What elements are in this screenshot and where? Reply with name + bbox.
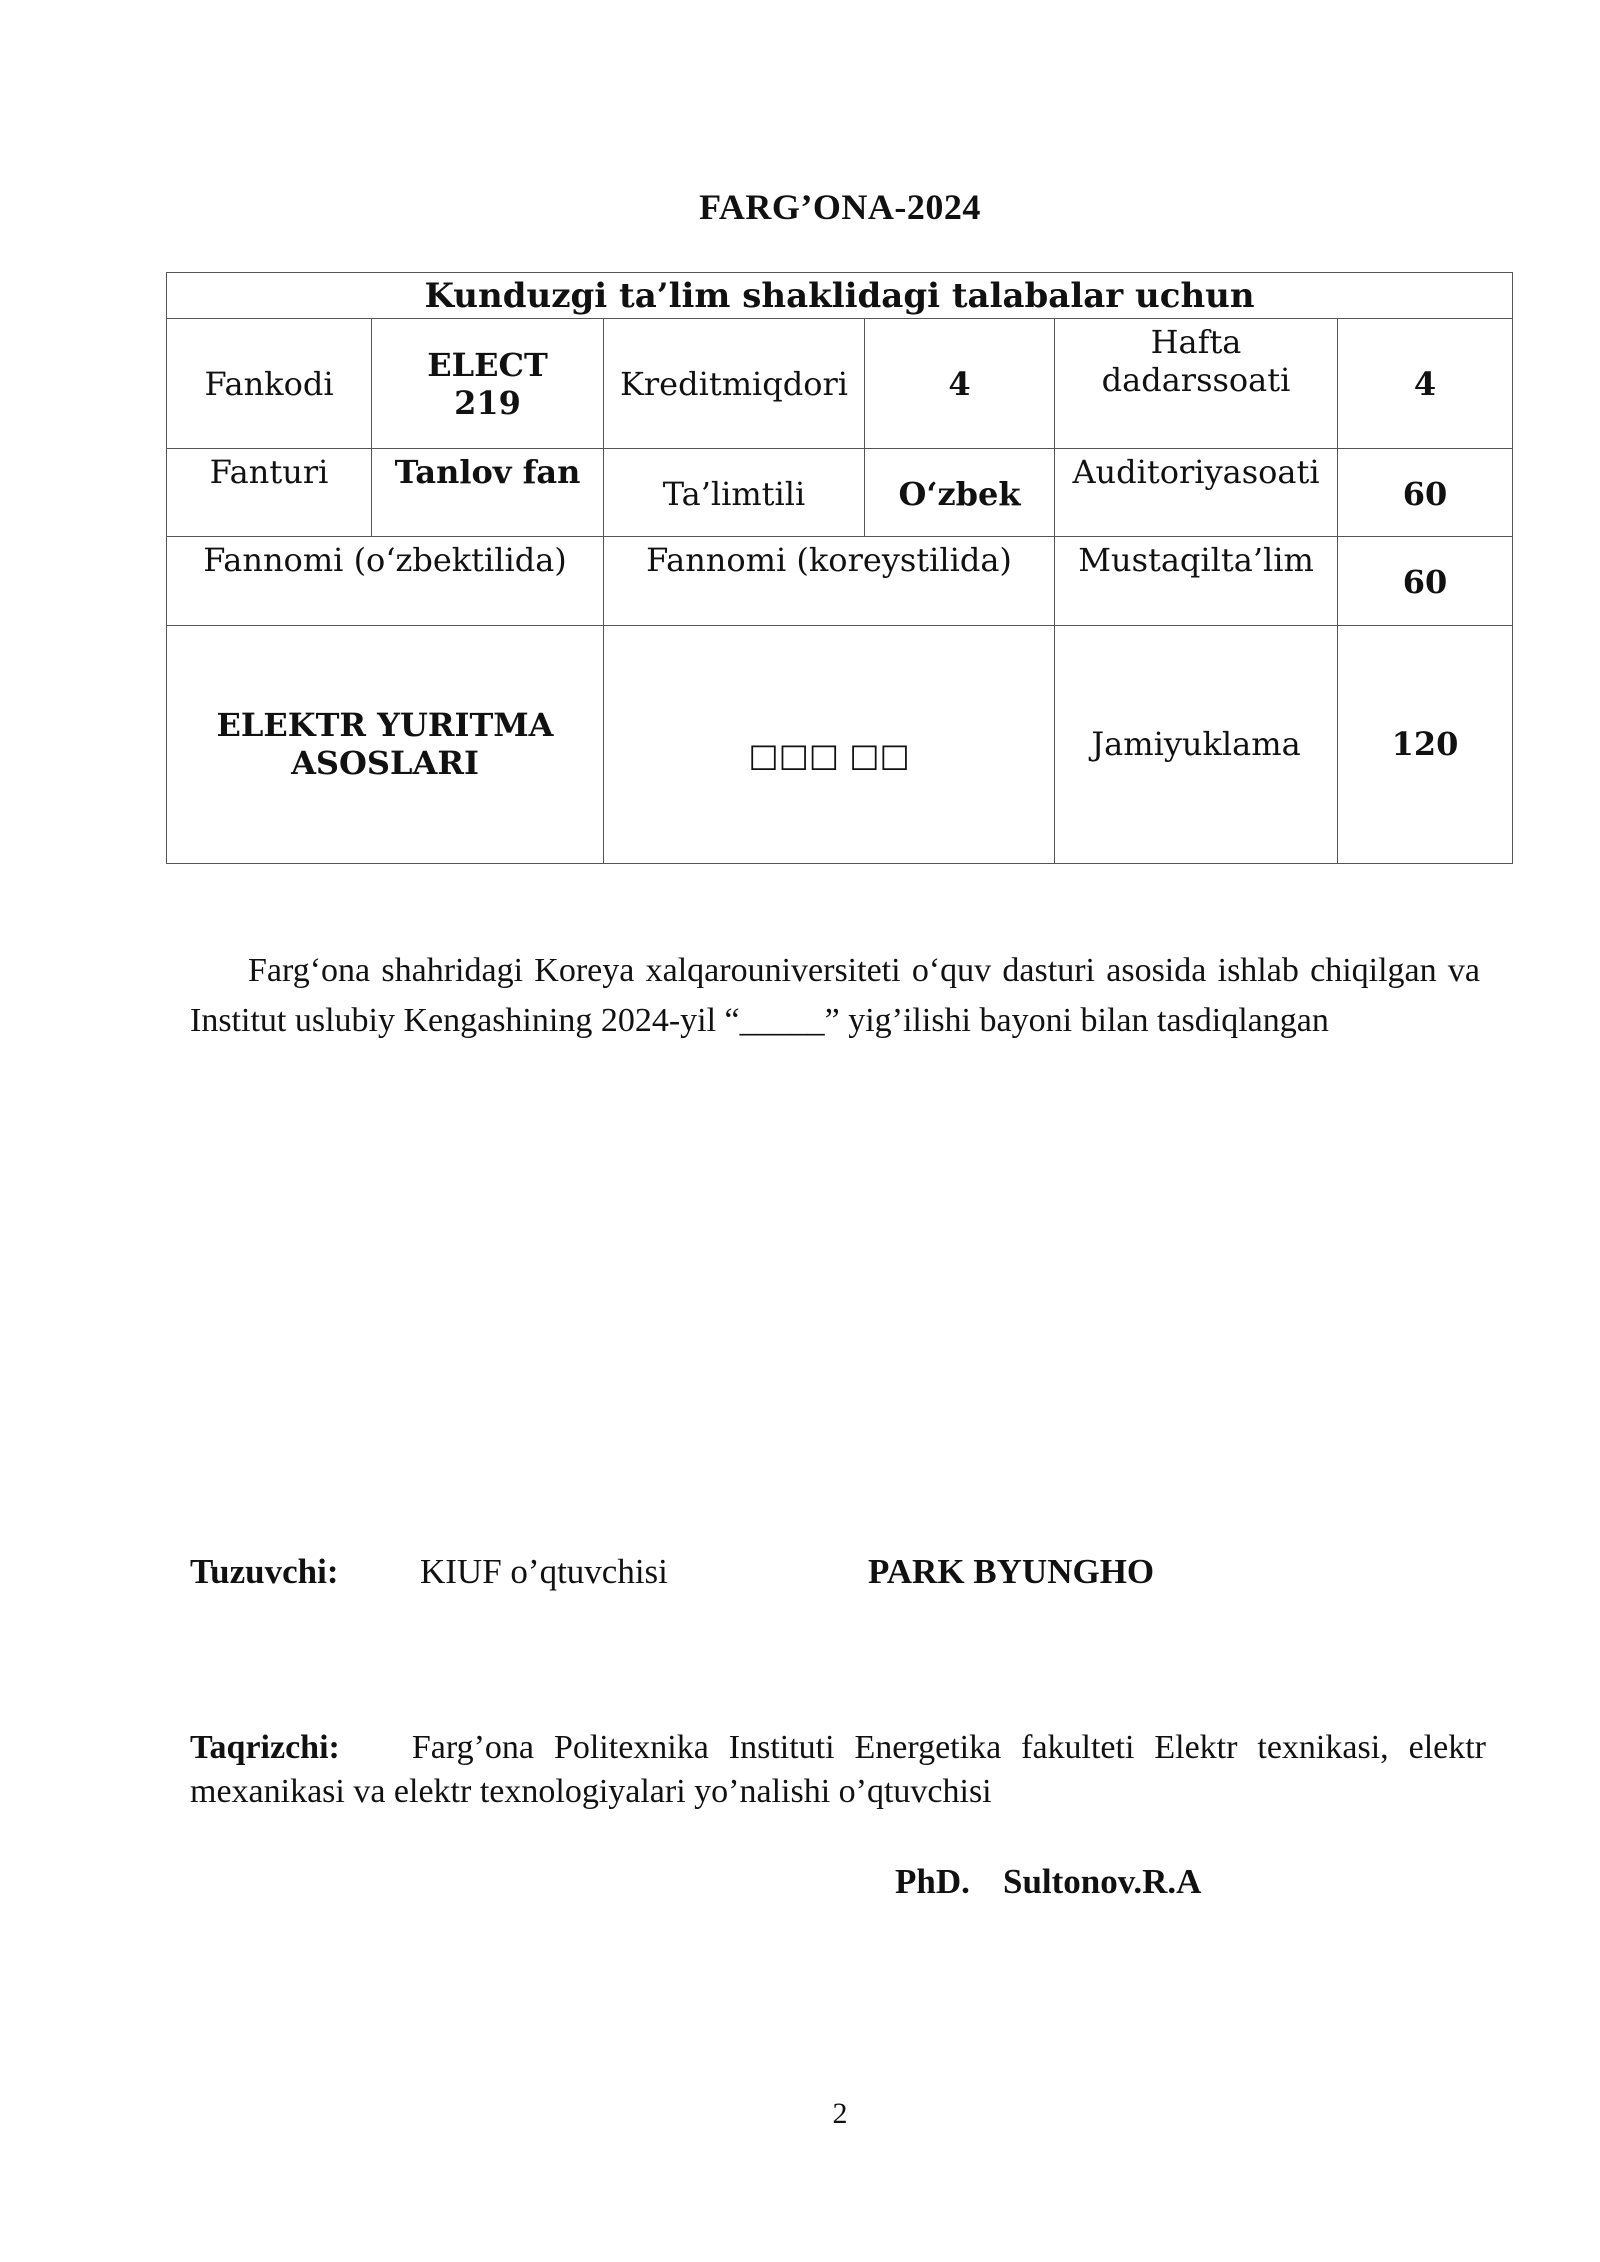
course-name-uz-line1: ELEKTR YURITMA bbox=[216, 706, 554, 745]
course-name-uz-value bbox=[167, 625, 604, 863]
page-title: FARG’ONA-2024 bbox=[699, 187, 981, 227]
compiler-position: KIUF o’qtuvchisi bbox=[420, 1552, 668, 1591]
language-value: O‘zbek bbox=[865, 449, 1055, 537]
reviewer-affiliation: Farg’ona Politexnika Instituti Energetika fakulteti Elektr texnikasi, elektr mexanikasi va elektr texnologiyalari yo’nalishi o’qtuvchisi bbox=[190, 1729, 1486, 1810]
course-name-uz-label: Fannomi (o‘zbektilida) bbox=[167, 537, 604, 625]
course-code-value bbox=[372, 319, 604, 449]
course-code-label: Fankodi bbox=[167, 319, 372, 449]
compiler-label: Tuzuvchi: bbox=[190, 1552, 339, 1591]
course-code-line2: 219 bbox=[454, 383, 521, 422]
weekly-hours-label-line1: Hafta bbox=[1150, 323, 1242, 362]
course-type-value: Tanlov fan bbox=[372, 449, 604, 537]
language-label: Ta’limtili bbox=[604, 449, 865, 537]
course-info-table bbox=[166, 272, 1513, 864]
course-name-kr-label: Fannomi (koreystilida) bbox=[604, 537, 1055, 625]
reviewer-label: Taqrizchi: bbox=[190, 1729, 340, 1766]
independent-study-label: Mustaqilta’lim bbox=[1055, 537, 1338, 625]
weekly-hours-value: 4 bbox=[1338, 319, 1513, 449]
auditorium-hours-label: Auditoriyasoati bbox=[1055, 449, 1338, 537]
credit-label: Kreditmiqdori bbox=[604, 319, 865, 449]
page-number: 2 bbox=[832, 2097, 848, 2130]
credit-value: 4 bbox=[865, 319, 1055, 449]
weekly-hours-label-line2: dadarssoati bbox=[1101, 361, 1291, 400]
compiler-name: PARK BYUNGHO bbox=[868, 1552, 1155, 1591]
approval-text: Farg‘ona shahridagi Koreya xalqarouniversiteti o‘quv dasturi asosida ishlab chiqilgan va Institut uslubiy Kengashining 2024-yil “_____” yig’ilishi bayoni bilan tasdiqlangan bbox=[190, 952, 1480, 1039]
course-type-label: Fanturi bbox=[167, 449, 372, 537]
reviewer-block bbox=[190, 1726, 1486, 1814]
course-code-line1: ELECT bbox=[427, 345, 548, 384]
reviewer-degree: PhD. bbox=[895, 1862, 970, 1901]
weekly-hours-label bbox=[1055, 319, 1338, 449]
total-load-label: Jamiyuklama bbox=[1055, 625, 1338, 863]
total-load-value: 120 bbox=[1338, 625, 1513, 863]
independent-study-value: 60 bbox=[1338, 537, 1513, 625]
table-caption: Kunduzgi ta’lim shaklidagi talabalar uchun bbox=[167, 273, 1513, 319]
course-name-uz-line2: ASOSLARI bbox=[291, 744, 479, 783]
course-name-kr-value: □□□ □□ bbox=[604, 625, 1055, 863]
approval-paragraph bbox=[190, 946, 1480, 1046]
reviewer-name: Sultonov.R.A bbox=[1003, 1862, 1202, 1901]
auditorium-hours-value: 60 bbox=[1338, 449, 1513, 537]
